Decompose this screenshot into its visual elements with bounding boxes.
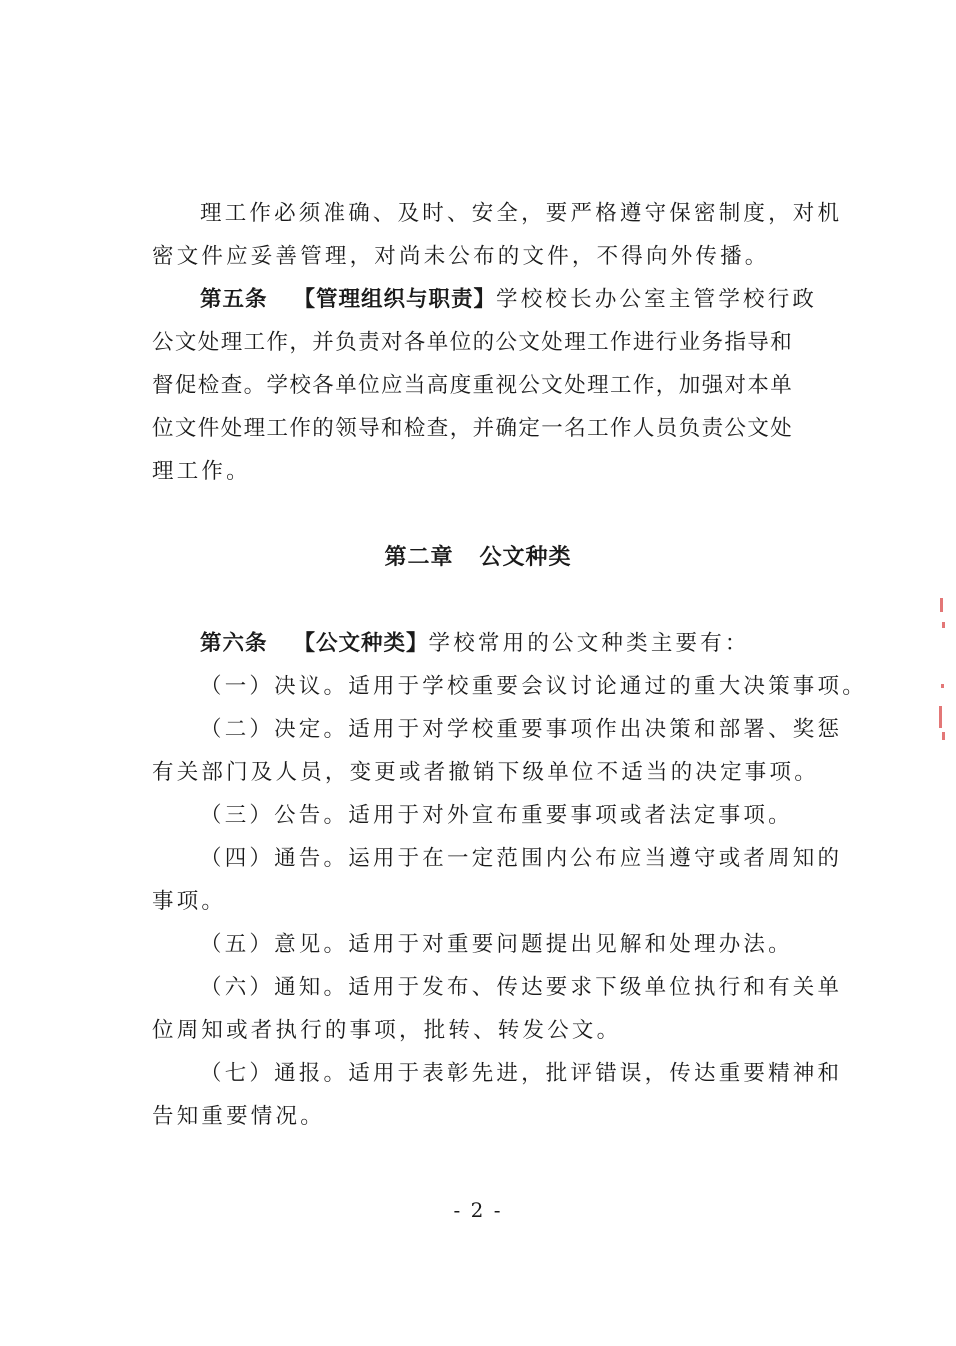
list-item: （七）通报。适用于表彰先进，批评错误，传达重要精神和 [200, 1061, 843, 1086]
list-item-continuation: 有关部门及人员，变更或者撤销下级单位不适当的决定事项。 [152, 760, 819, 785]
seal-edge-mark [941, 684, 944, 688]
body-text: 学校常用的公文种类主要有： [428, 631, 750, 656]
seal-edge-mark [940, 598, 943, 612]
seal-edge-mark [942, 622, 945, 628]
list-item: （一）决议。适用于学校重要会议讨论通过的重大决策事项。 [200, 674, 867, 699]
list-item-continuation: 事项。 [152, 889, 227, 914]
list-item: （二）决定。适用于对学校重要事项作出决策和部署、奖惩 [200, 717, 843, 742]
list-item: （五）意见。适用于对重要问题提出见解和处理办法。 [200, 932, 793, 957]
body-line: 理工作必须准确、及时、安全，要严格遵守保密制度，对机 [200, 201, 843, 226]
page-number: - 2 - [453, 1198, 503, 1222]
list-item-continuation: 告知重要情况。 [152, 1104, 325, 1129]
body-line: 理工作。 [152, 459, 251, 484]
article-label: 第六条 [200, 631, 268, 656]
list-item-continuation: 位周知或者执行的事项，批转、转发公文。 [152, 1018, 622, 1043]
chapter-title: 公文种类 [479, 545, 572, 570]
article-label: 第五条 [200, 287, 268, 312]
body-line: 督促检查。学校各单位应当高度重视公文处理工作，加强对本单 [152, 373, 794, 398]
seal-edge-mark [942, 732, 945, 740]
body-line: 密文件应妥善管理，对尚未公布的文件，不得向外传播。 [152, 244, 770, 269]
article-title: 【管理组织与职责】 [293, 287, 497, 312]
article-6-first-line [200, 624, 832, 664]
article-5-first-line [200, 280, 832, 320]
list-item: （三）公告。适用于对外宣布重要事项或者法定事项。 [200, 803, 793, 828]
body-line: 位文件处理工作的领导和检查，并确定一名工作人员负责公文处 [152, 416, 794, 441]
list-item: （四）通告。运用于在一定范围内公布应当遵守或者周知的 [200, 846, 843, 871]
body-text: 学校校长办公室主管学校行政 [496, 287, 818, 312]
seal-edge-mark [939, 706, 942, 728]
article-title: 【公文种类】 [293, 631, 429, 656]
chapter-number: 第二章 [384, 545, 454, 570]
list-item: （六）通知。适用于发布、传达要求下级单位执行和有关单 [200, 975, 843, 1000]
body-line: 公文处理工作，并负责对各单位的公文处理工作进行业务指导和 [152, 330, 794, 355]
chapter-heading [0, 538, 956, 578]
